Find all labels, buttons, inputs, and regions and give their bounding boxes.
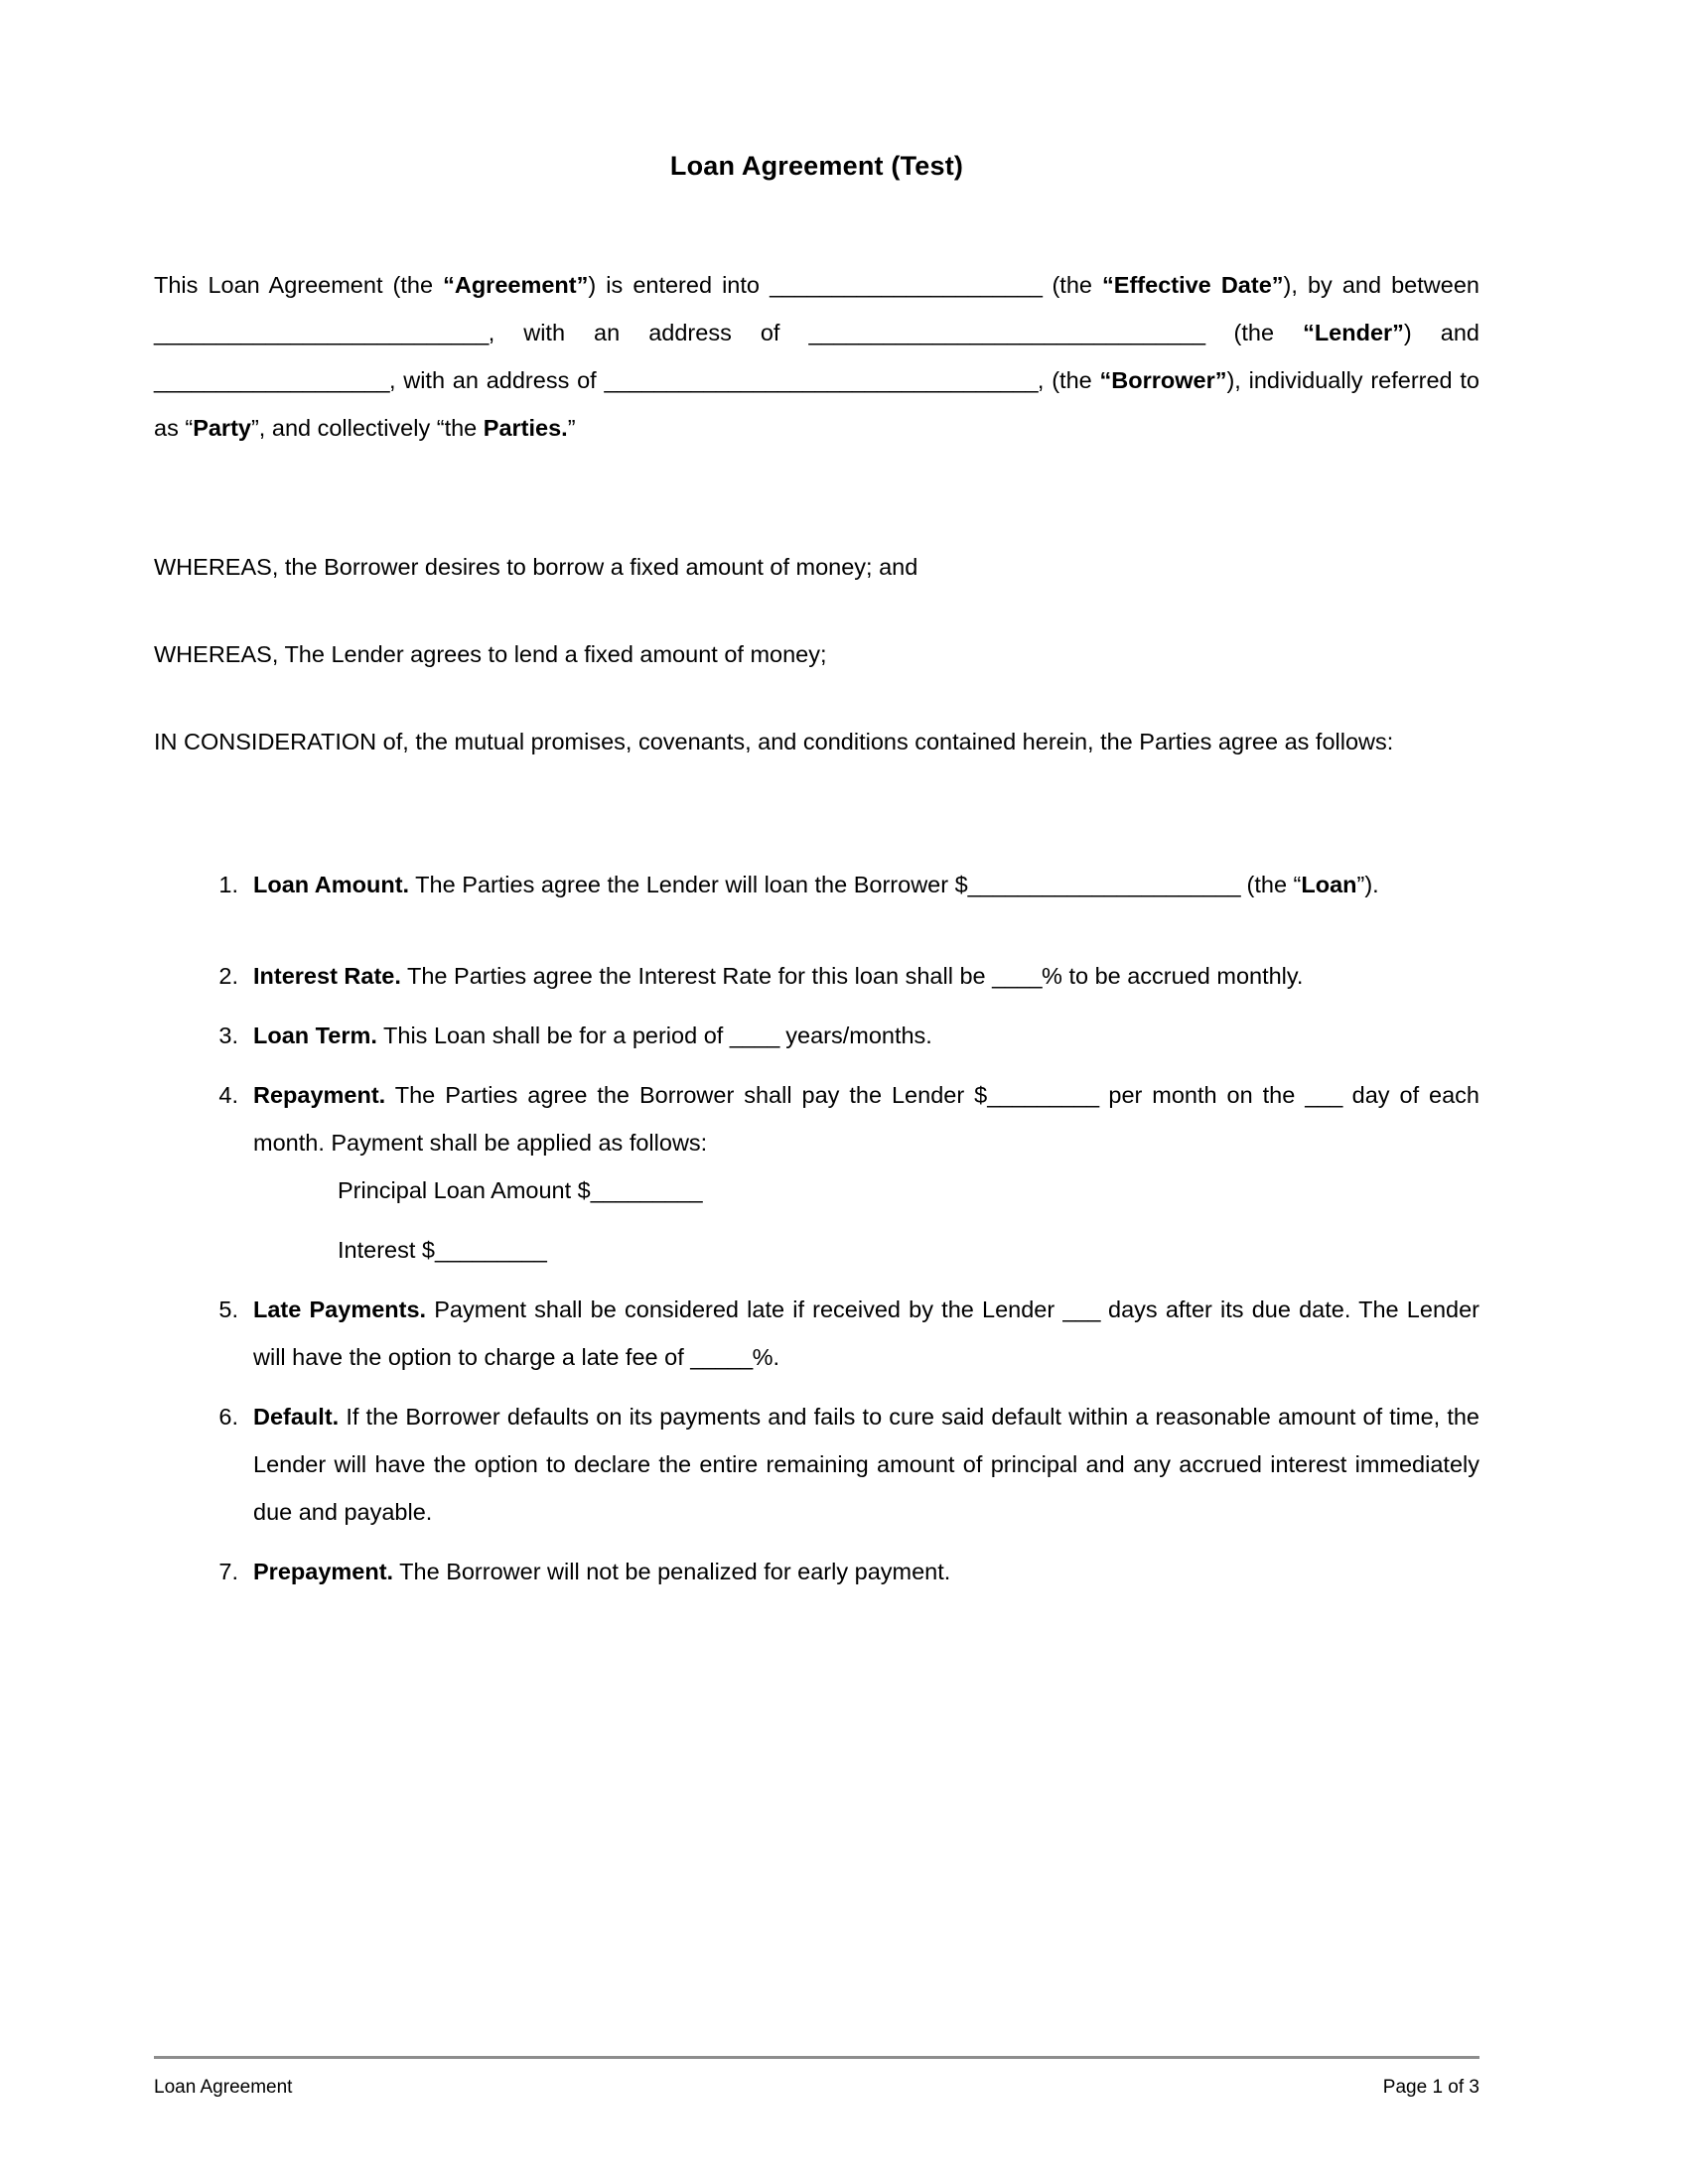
footer-page-number: Page 1 of 3 — [1382, 2077, 1479, 2098]
intro-text-5: , with an address of — [488, 320, 809, 345]
agreement-term: “Agreement” — [443, 272, 589, 298]
clause-heading: Loan Amount. — [253, 872, 410, 897]
spacer — [154, 1214, 1479, 1226]
payment-day-blank[interactable]: ___ — [1305, 1082, 1342, 1108]
clause-number: 4. — [218, 1082, 238, 1108]
interest-blank[interactable]: _________ — [434, 1237, 547, 1263]
clause-heading: Late Payments. — [253, 1297, 427, 1322]
principal-label: Principal Loan Amount $ — [338, 1177, 591, 1203]
page-footer — [154, 2056, 1479, 2099]
principal-blank[interactable]: _________ — [590, 1177, 702, 1203]
clause-text-2: per month on the — [1098, 1082, 1306, 1108]
lender-address-blank[interactable]: ________________________________ — [808, 320, 1205, 345]
payment-application-interest — [154, 1226, 1479, 1274]
late-days-blank[interactable]: ___ — [1062, 1297, 1100, 1322]
monthly-payment-blank[interactable]: _________ — [987, 1082, 1099, 1108]
borrower-address-blank[interactable]: ___________________________________ — [604, 367, 1038, 393]
clause-loan-amount — [154, 861, 1479, 908]
parties-term: Parties. — [483, 415, 568, 441]
intro-text-8: , with an address of — [388, 367, 605, 393]
clause-prepayment — [154, 1548, 1479, 1595]
intro-text-11: ”, and collectively “the — [250, 415, 484, 441]
interest-rate-blank[interactable]: ____ — [992, 963, 1043, 989]
late-fee-blank[interactable]: _____ — [690, 1344, 753, 1370]
spacer — [154, 1536, 1479, 1548]
clause-heading: Loan Term. — [253, 1023, 377, 1048]
clause-list — [154, 861, 1479, 1595]
clause-text-1: This Loan shall be for a period of — [376, 1023, 730, 1048]
clause-number: 3. — [218, 1023, 238, 1048]
effective-date-term: “Effective Date” — [1102, 272, 1284, 298]
borrower-name-blank[interactable]: ___________________ — [154, 367, 389, 393]
payment-application-principal — [154, 1166, 1479, 1214]
clause-heading: Prepayment. — [253, 1559, 394, 1584]
intro-text-10: ), individually referred to as “ — [154, 367, 1479, 441]
footer-row — [154, 2059, 1479, 2099]
spacer — [154, 908, 1479, 952]
clause-number: 6. — [218, 1404, 238, 1430]
borrower-term: “Borrower” — [1099, 367, 1227, 393]
clause-number: 1. — [218, 872, 238, 897]
lender-name-blank[interactable]: ___________________________ — [154, 320, 489, 345]
clause-repayment — [154, 1071, 1479, 1166]
intro-text-3: (the — [1042, 272, 1103, 298]
intro-text-7: ) and — [1403, 320, 1479, 345]
clause-heading: Repayment. — [253, 1082, 386, 1108]
spacer — [154, 1274, 1479, 1286]
document-content — [154, 0, 1479, 1595]
intro-text-12: ” — [567, 415, 576, 441]
clause-text-2: years/months. — [778, 1023, 932, 1048]
clause-loan-term — [154, 1012, 1479, 1059]
clause-text-2: % to be accrued monthly. — [1042, 963, 1304, 989]
whereas-clause-2: WHEREAS, The Lender agrees to lend a fixed amount of money; — [154, 641, 827, 667]
whereas-clause-1: WHEREAS, the Borrower desires to borrow a fixed amount of money; and — [154, 554, 918, 580]
intro-text-6: (the — [1204, 320, 1304, 345]
spacer — [154, 1000, 1479, 1012]
clause-text-3: day of each month. Payment shall be applied as follows: — [253, 1082, 1480, 1156]
intro-text-1: This Loan Agreement (the — [154, 272, 444, 298]
page-title: Loan Agreement (Test) — [669, 151, 964, 181]
spacer — [154, 1381, 1479, 1393]
clause-text-2: (the “ — [1240, 872, 1302, 897]
clause-interest-rate — [154, 952, 1479, 1000]
recitals-block — [154, 543, 1479, 765]
clause-number: 2. — [218, 963, 238, 989]
intro-text-4: ), by and between — [1283, 272, 1479, 298]
clause-text-1: The Borrower will not be penalized for early payment. — [393, 1559, 951, 1584]
spacer — [154, 1059, 1479, 1071]
clause-number: 7. — [218, 1559, 238, 1584]
intro-text-2: ) is entered into — [588, 272, 771, 298]
clause-heading: Default. — [253, 1404, 340, 1430]
loan-amount-blank[interactable]: ______________________ — [967, 872, 1240, 897]
clause-text-1: The Parties agree the Interest Rate for this loan shall be — [400, 963, 993, 989]
loan-term-word: Loan — [1301, 872, 1357, 897]
clause-text-3: ”). — [1356, 872, 1379, 897]
clause-late-payments — [154, 1286, 1479, 1381]
clause-text-1: The Parties agree the Lender will loan the Borrower $ — [409, 872, 968, 897]
clause-heading: Interest Rate. — [253, 963, 401, 989]
party-term: Party — [193, 415, 251, 441]
consideration-clause: IN CONSIDERATION of, the mutual promises, covenants, and conditions contained herein, the Parties agree as follows: — [154, 729, 1394, 754]
intro-text-9: , (the — [1037, 367, 1100, 393]
clause-text-1: If the Borrower defaults on its payments and fails to cure said default within a reasonable amount of time, the Lender will have the option to declare the entire remaining amount of principal and any accrued interest immediately due and payable. — [253, 1404, 1479, 1525]
lender-term: “Lender” — [1303, 320, 1404, 345]
clause-text-1: The Parties agree the Borrower shall pay the Lender $ — [385, 1082, 988, 1108]
loan-term-blank[interactable]: ____ — [729, 1023, 779, 1048]
clause-default — [154, 1393, 1479, 1536]
footer-document-name: Loan Agreement — [154, 2077, 293, 2098]
clause-number: 5. — [218, 1297, 238, 1322]
effective-date-blank[interactable]: ______________________ — [770, 272, 1043, 298]
clause-text-1: Payment shall be considered late if received by the Lender — [426, 1297, 1063, 1322]
interest-label: Interest $ — [338, 1237, 435, 1263]
clause-text-2: days after its due date. The Lender will have the option to charge a late fee of — [253, 1297, 1479, 1370]
intro-paragraph — [154, 261, 1479, 452]
clause-text-3: %. — [752, 1344, 780, 1370]
